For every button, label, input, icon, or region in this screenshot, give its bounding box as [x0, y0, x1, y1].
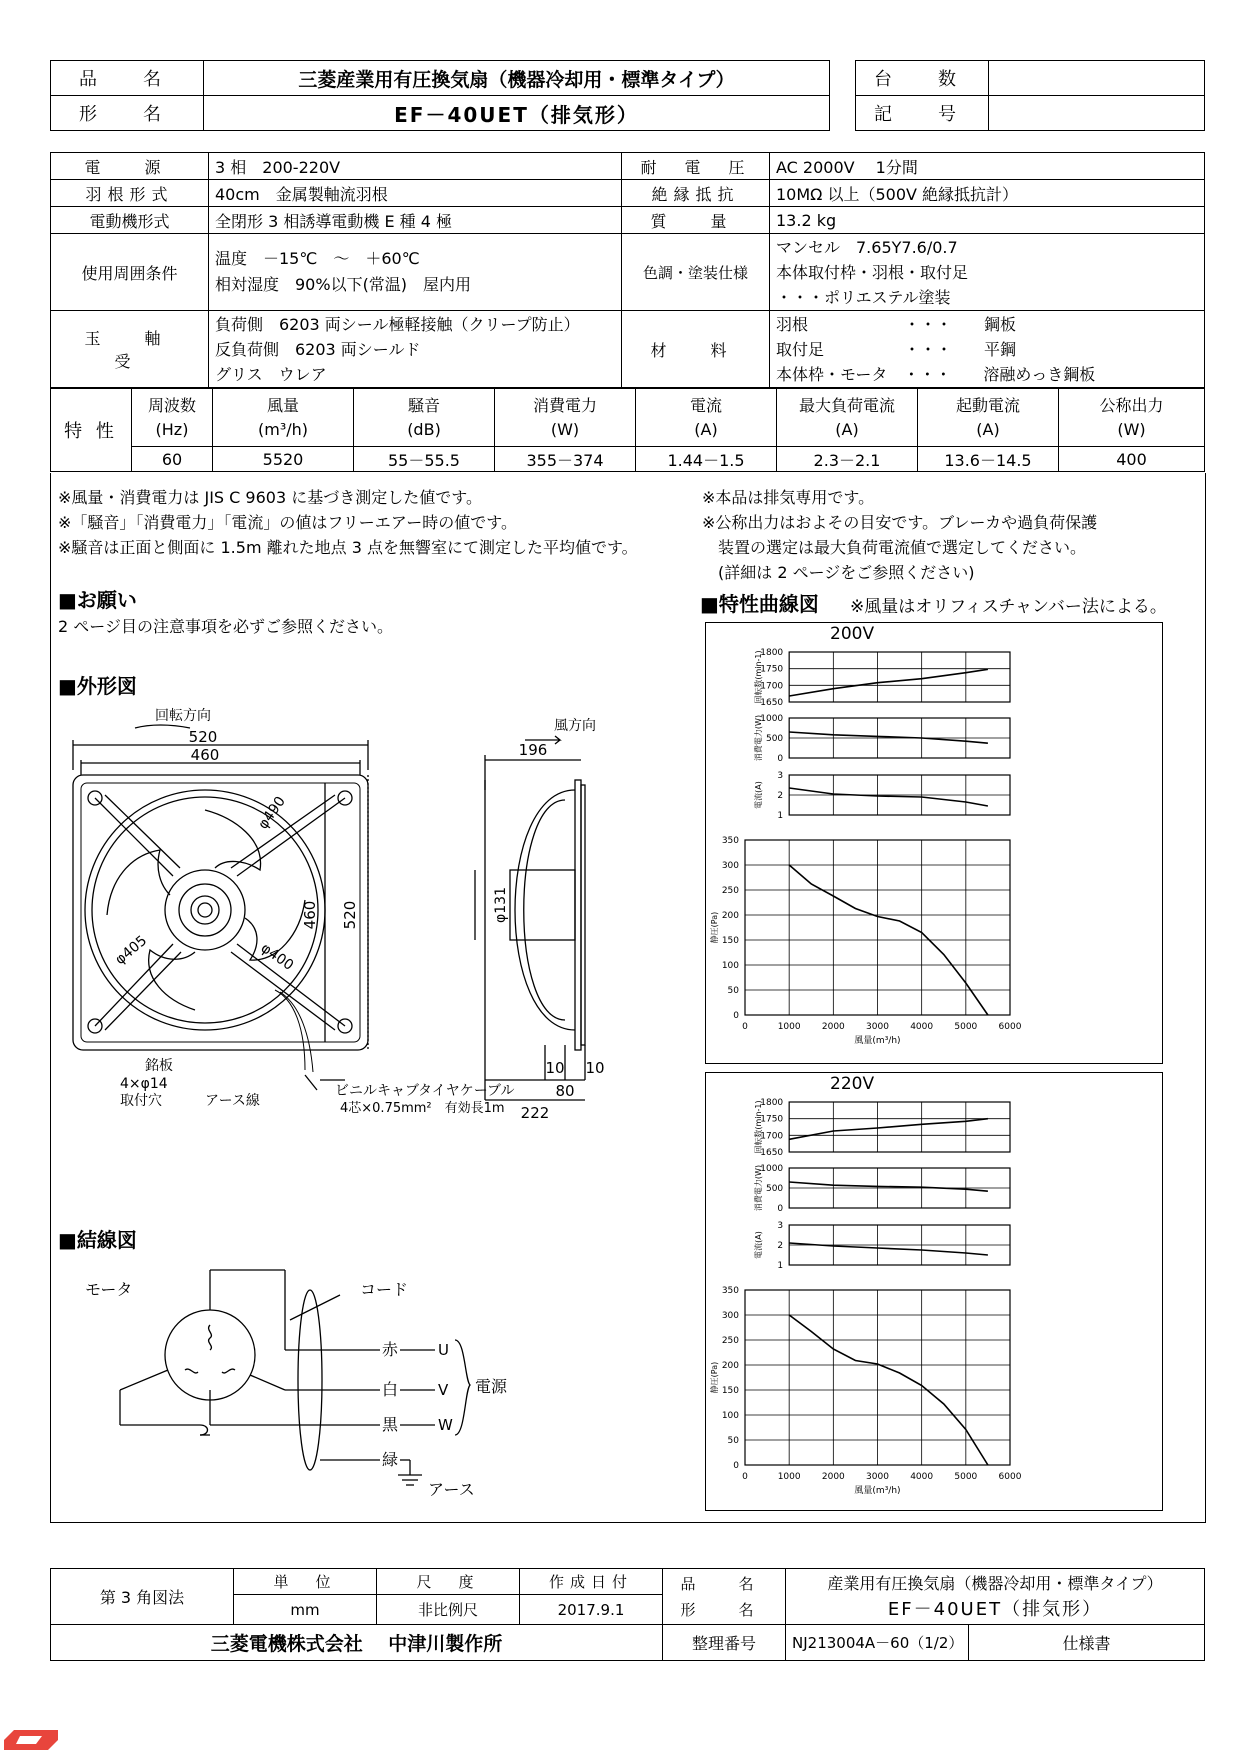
char-label: 特 性: [51, 389, 132, 472]
axis-label-0-1: 消費電力(W): [754, 714, 764, 762]
tick-y-0-1: 0: [777, 754, 784, 764]
holes-label-2: 取付穴: [120, 1093, 162, 1109]
projection: 第 3 角図法: [51, 1569, 234, 1625]
header-airflow-unit: (m³/h): [257, 419, 308, 439]
dim-phi405: φ405: [112, 932, 151, 969]
tick-y-1-2: 3: [777, 1221, 784, 1231]
tick-y-1-2: 1: [777, 1261, 784, 1271]
dim-460-vert: 460: [301, 900, 319, 930]
tick-y-1-1: 0: [777, 1204, 784, 1214]
tick-y-1-2: 2: [777, 1241, 784, 1251]
scale-value: 非比例尺: [377, 1595, 520, 1625]
motor-label: 電動機形式: [51, 207, 209, 234]
value-output: 400: [1059, 447, 1205, 472]
tick-x-1: 2000: [821, 1472, 845, 1482]
notes-left: [58, 485, 638, 560]
qty-value[interactable]: [989, 61, 1205, 96]
bearing-load: 負荷側 6203 両シール極軽接触（クリープ防止）: [215, 314, 580, 334]
tick-y-1-3: 200: [721, 1361, 739, 1371]
terminal-w: W: [438, 1416, 453, 1434]
dim-222: 222: [520, 1104, 550, 1122]
request-text: 2 ページ目の注意事項を必ずご参照ください。: [58, 617, 393, 636]
dim-520: 520: [188, 728, 218, 746]
characteristics-table: [50, 388, 1205, 472]
footer-name-label: 品 名: [680, 1574, 768, 1593]
quantity-table: [855, 60, 1205, 131]
tick-y-1-0: 1750: [760, 1114, 784, 1125]
header-start-current: 起動電流: [955, 395, 1020, 415]
wire-black: 黒: [382, 1415, 399, 1434]
tick-y-0-3: 200: [721, 911, 739, 921]
value-max-current: 2.3－2.1: [777, 447, 918, 472]
material-foot: 取付足 ・・・ 平鋼: [776, 339, 1017, 359]
note-output-2: 装置の選定は最大負荷電流値で選定してください。: [702, 538, 1087, 557]
power-value: 3 相 200-220V: [209, 153, 622, 180]
note-freeair: ※「騒音」「消費電力」「電流」の値はフリーエアー時の値です。: [58, 513, 518, 532]
header-power-unit: (W): [550, 419, 580, 439]
xlabel-1: 風量(m³/h): [854, 1486, 901, 1496]
note-noise: ※騒音は正面と側面に 1.5m 離れた地点 3 点を無響室にて測定した平均値です。: [58, 538, 638, 557]
tick-y-1-0: 1650: [760, 1148, 784, 1158]
header-power: 消費電力: [532, 395, 597, 415]
mark-label: 記 号: [856, 96, 989, 131]
cable-spec: 4芯×0.75mm² 有効長1m: [340, 1101, 505, 1116]
tick-x-1: 3000: [866, 1472, 889, 1482]
header-airflow: 風量: [266, 395, 299, 415]
logo-mark: [2, 1728, 60, 1752]
curves-svg: [700, 620, 1170, 1520]
bearing-grease: グリス ウレア: [215, 364, 327, 384]
unit-value: mm: [234, 1595, 377, 1625]
dim-80: 80: [555, 1082, 575, 1100]
header-freq-unit: (Hz): [155, 419, 189, 439]
motor-value: 全閉形 3 相誘導電動機 E 種 4 極: [209, 207, 622, 234]
model-name: EF－40UET（排気形）: [204, 96, 830, 131]
tick-x-0: 1000: [777, 1022, 801, 1032]
dim-phi131: φ131: [493, 887, 509, 923]
tick-y-0-3: 150: [721, 936, 739, 946]
mass-value: 13.2 kg: [770, 207, 1205, 234]
header-freq: 周波数: [147, 395, 196, 415]
terminal-u: U: [438, 1341, 449, 1359]
color-parts: 本体取付枠・羽根・取付足: [776, 262, 969, 282]
tick-y-0-3: 100: [721, 961, 739, 971]
curve-0-2: [789, 788, 988, 806]
mark-value[interactable]: [989, 96, 1205, 131]
holes-label: 4×φ14: [120, 1076, 168, 1092]
tick-x-1: 5000: [954, 1472, 978, 1482]
axis-label-0-0: 回転数(min-1): [754, 650, 764, 704]
tick-x-0: 3000: [866, 1022, 889, 1032]
cable-label: ビニルキャブタイヤケーブル: [335, 1083, 515, 1099]
outline-title: ■外形図: [58, 674, 137, 698]
nameplate-label: 銘板: [145, 1058, 173, 1074]
tick-y-1-3: 100: [721, 1411, 739, 1421]
tick-y-0-2: 2: [777, 791, 784, 801]
tick-y-0-1: 1000: [760, 714, 784, 724]
footer-model-label: 形 名: [680, 1600, 768, 1619]
header-max-current: 最大負荷電流: [798, 395, 895, 415]
dim-10b: 10: [585, 1059, 605, 1077]
header-current: 電流: [689, 395, 722, 415]
unit-label: 単 位: [234, 1569, 377, 1595]
header-noise: 騒音: [407, 395, 440, 415]
note-output-3: (詳細は 2 ページをご参照ください): [702, 563, 975, 582]
tick-y-0-0: 1800: [760, 648, 784, 658]
request-title: ■お願い: [58, 588, 137, 612]
header-start-current-unit: (A): [976, 419, 1000, 439]
header-table: [50, 60, 830, 131]
curve-0-0: [789, 669, 988, 696]
header-output-unit: (W): [1117, 419, 1146, 439]
earth-wire-label: アース線: [205, 1093, 260, 1109]
dim-10a: 10: [545, 1059, 565, 1077]
tick-y-1-3: 250: [721, 1336, 739, 1346]
note-output-1: ※公称出力はおよその目安です。ブレーカや過負荷保護: [702, 513, 1098, 532]
wiring-title: ■結線図: [58, 1228, 137, 1252]
motor-label: モータ: [85, 1280, 133, 1299]
tick-x-1: 1000: [777, 1472, 801, 1482]
outline-drawing: [55, 700, 685, 1130]
name-label: 品 名: [51, 61, 204, 96]
tick-y-1-3: 0: [733, 1461, 739, 1471]
voltage-value: AC 2000V 1分間: [770, 153, 1205, 180]
bearing-label: 玉 軸 受: [51, 311, 209, 388]
material-label: 材 料: [622, 311, 770, 388]
tick-x-0: 2000: [821, 1022, 845, 1032]
env-humidity: 相対湿度 90%以下(常温) 屋内用: [215, 275, 472, 294]
tick-y-1-3: 350: [721, 1286, 739, 1296]
curve-title-200v: 200V: [830, 624, 875, 644]
date-label: 作成日付: [520, 1569, 663, 1595]
tick-y-0-3: 250: [721, 886, 739, 896]
dim-196: 196: [518, 741, 548, 759]
axis-label-1-0: 回転数(min-1): [754, 1100, 764, 1154]
spec-table: [50, 152, 1205, 388]
axis-label-1-3: 静圧(Pa): [710, 1361, 719, 1394]
date-value: 2017.9.1: [520, 1595, 663, 1625]
tick-y-1-3: 150: [721, 1386, 739, 1396]
footer-name-value: 産業用有圧換気扇（機器冷却用・標準タイプ）: [827, 1573, 1163, 1593]
tick-y-0-3: 50: [727, 986, 739, 996]
curves-title: ■特性曲線図: [700, 592, 819, 616]
model-label: 形 名: [51, 96, 204, 131]
value-current: 1.44－1.5: [636, 447, 777, 472]
header-noise-unit: (dB): [407, 419, 441, 439]
tick-y-0-0: 1700: [760, 681, 784, 692]
tick-y-0-0: 1650: [760, 698, 784, 708]
color-coating: ・・・ポリエステル塗装: [776, 287, 951, 307]
company-name: 三菱電機株式会社 中津川製作所: [51, 1625, 663, 1661]
earth-label: アース: [428, 1480, 475, 1499]
dim-460: 460: [190, 746, 220, 764]
note-jis: ※風量・消費電力は JIS C 9603 に基づき測定した値です。: [58, 488, 482, 507]
wire-white: 白: [382, 1380, 399, 1399]
curve-1-0: [789, 1119, 988, 1140]
curves-note: ※風量はオリフィスチャンバー法による。: [850, 597, 1167, 617]
plot-frame-0-0: [789, 652, 1010, 702]
footer-table: [50, 1568, 1205, 1661]
plot-frame-1-0: [789, 1102, 1010, 1152]
blade-value: 40cm 金属製軸流羽根: [209, 180, 622, 207]
tick-x-1: 0: [742, 1472, 748, 1482]
rotation-label: 回転方向: [155, 708, 211, 724]
scale-label: 尺 度: [377, 1569, 520, 1595]
tick-x-1: 4000: [910, 1472, 934, 1482]
voltage-label: 耐 電 圧: [622, 153, 770, 180]
wire-green: 緑: [382, 1450, 399, 1469]
curve-title-220v: 220V: [830, 1074, 875, 1094]
product-name: 三菱産業用有圧換気扇（機器冷却用・標準タイプ）: [204, 61, 830, 96]
tick-y-1-1: 500: [765, 1184, 784, 1194]
tick-y-0-3: 350: [721, 836, 739, 846]
material-blade: 羽根 ・・・ 鋼板: [776, 314, 1017, 334]
header-output: 公称出力: [1099, 395, 1164, 415]
value-noise: 55－55.5: [354, 447, 495, 472]
doc-type: 仕様書: [969, 1625, 1205, 1661]
color-munsell: マンセル 7.65Y7.6/0.7: [776, 237, 958, 257]
wire-red: 赤: [382, 1340, 399, 1359]
terminal-v: V: [438, 1381, 449, 1399]
tick-x-1: 6000: [998, 1472, 1022, 1482]
tick-x-0: 6000: [998, 1022, 1022, 1032]
header-current-unit: (A): [694, 419, 718, 439]
insulation-label: 絶縁抵抗: [622, 180, 770, 207]
tick-y-1-1: 1000: [760, 1164, 784, 1174]
power-label: 電 源: [51, 153, 209, 180]
tick-x-0: 5000: [954, 1022, 978, 1032]
insulation-value: 10MΩ 以上（500V 絶縁抵抗計）: [770, 180, 1205, 207]
tick-x-0: 4000: [910, 1022, 934, 1032]
material-frame: 本体枠・モータ ・・・ 溶融めっき鋼板: [776, 364, 1096, 384]
header-max-current-unit: (A): [835, 419, 859, 439]
doc-number: NJ213004A－60（1/2）: [786, 1625, 969, 1661]
qty-label: 台 数: [856, 61, 989, 96]
power-label: 電源: [475, 1377, 508, 1396]
value-freq: 60: [132, 447, 213, 472]
color-label: 色調・塗装仕様: [622, 234, 770, 311]
axis-label-0-2: 電流(A): [754, 781, 764, 809]
dim-520-vert: 520: [341, 900, 359, 930]
tick-y-1-0: 1800: [760, 1098, 784, 1108]
tick-y-1-0: 1700: [760, 1131, 784, 1142]
tick-y-0-3: 300: [721, 861, 739, 871]
value-power: 355－374: [495, 447, 636, 472]
doc-label: 整理番号: [663, 1625, 786, 1661]
axis-label-1-1: 消費電力(W): [754, 1164, 764, 1212]
env-temp: 温度 －15℃ ～ ＋60℃: [215, 249, 420, 268]
curve-0-1: [789, 732, 988, 743]
wiring-diagram: [60, 1260, 540, 1510]
tick-y-0-2: 3: [777, 771, 784, 781]
tick-y-0-3: 0: [733, 1011, 739, 1021]
xlabel-0: 風量(m³/h): [854, 1036, 901, 1046]
value-airflow: 5520: [213, 447, 354, 472]
cord-label: コード: [360, 1280, 409, 1299]
footer-model-value: EF－40UET（排気形）: [887, 1598, 1103, 1620]
bearing-antiload: 反負荷側 6203 両シールド: [215, 339, 421, 359]
tick-y-0-0: 1750: [760, 664, 784, 675]
value-start-current: 13.6－14.5: [918, 447, 1059, 472]
curve-1-1: [789, 1182, 988, 1191]
axis-label-1-2: 電流(A): [754, 1231, 764, 1259]
tick-y-1-3: 300: [721, 1311, 739, 1321]
tick-x-0: 0: [742, 1022, 748, 1032]
note-exhaust-only: ※本品は排気専用です。: [702, 488, 875, 507]
wind-label: 風方向: [554, 718, 596, 734]
dim-phi490: φ490: [255, 793, 289, 833]
tick-y-0-2: 1: [777, 811, 784, 821]
dim-phi400: φ400: [257, 940, 297, 974]
tick-y-0-1: 500: [765, 734, 784, 744]
blade-label: 羽根形式: [51, 180, 209, 207]
tick-y-1-3: 50: [727, 1436, 739, 1446]
mass-label: 質 量: [622, 207, 770, 234]
axis-label-0-3: 静圧(Pa): [710, 911, 719, 944]
notes-right: [702, 485, 1097, 585]
env-label: 使用周囲条件: [51, 234, 209, 311]
